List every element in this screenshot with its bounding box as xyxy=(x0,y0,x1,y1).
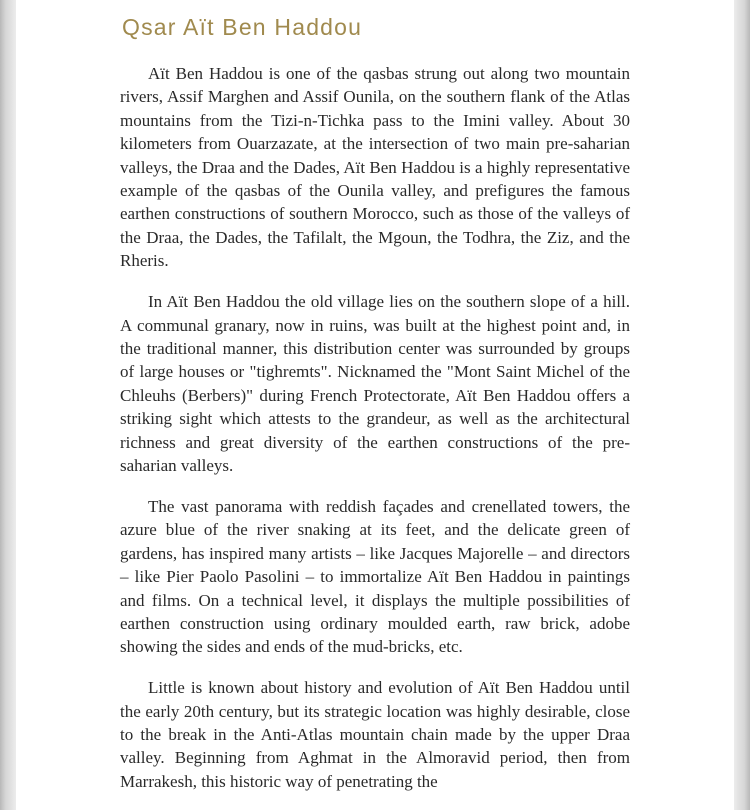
paragraph-2: In Aït Ben Haddou the old village lies on the southern slope of a hill. A communal granary, now in ruins, was built at the highest point and, in the traditional manner, this distribution center was surrounded by groups of large houses or "tighremts". Nicknamed the "Mont Saint Michel of the Chleuhs (Berbers)" during French Protectorate, Aït Ben Haddou offers a striking sight which attests to the grandeur, as well as the architectural richness and great diversity of the earthen constructions of the pre-saharian valleys. xyxy=(120,292,630,475)
paragraph-3: The vast panorama with reddish façades and crenellated towers, the azure blue of the river snaking at its feet, and the delicate green of gardens, has inspired many artists – like Jacques Majorelle – and directors – like Pier Paolo Pasolini – to immortalize Aït Ben Haddou in paintings and films. On a technical level, it displays the multiple possibilities of earthen construction using ordinary moulded earth, raw brick, adobe showing the sides and ends of the mud-bricks, etc. xyxy=(120,496,630,657)
page-edge-left xyxy=(0,0,16,810)
page-edge-right xyxy=(734,0,750,810)
page-title: Qsar Aït Ben Haddou xyxy=(122,14,363,40)
paragraph-4: Little is known about history and evolution of Aït Ben Haddou until the early 20th century, but its strategic location was highly desirable, close to the break in the Anti-Atlas mountain chain made by the upper Draa valley. Beginning from Aghmat in the Almoravid period, then from Marrakesh, this historic way of penetrating the xyxy=(120,678,630,791)
book-page xyxy=(16,0,734,810)
paragraph-1: Aït Ben Haddou is one of the qasbas strung out along two mountain rivers, Assif Marghen and Assif Ounila, on the southern flank of the Atlas mountains from the Tizi-n-Tichka pass to the Imini valley. About 30 kilometers from Ouarzazate, at the intersection of two main pre-saharian valleys, the Draa and the Dades, Aït Ben Haddou is a highly representative example of the qasbas of the Ounila valley, and prefigures the famous earthen constructions of southern Morocco, such as those of the valleys of the Draa, the Dades, the Tafilalt, the Mgoun, the Todhra, the Ziz, and the Rheris. xyxy=(120,64,630,271)
body-text xyxy=(120,62,630,811)
